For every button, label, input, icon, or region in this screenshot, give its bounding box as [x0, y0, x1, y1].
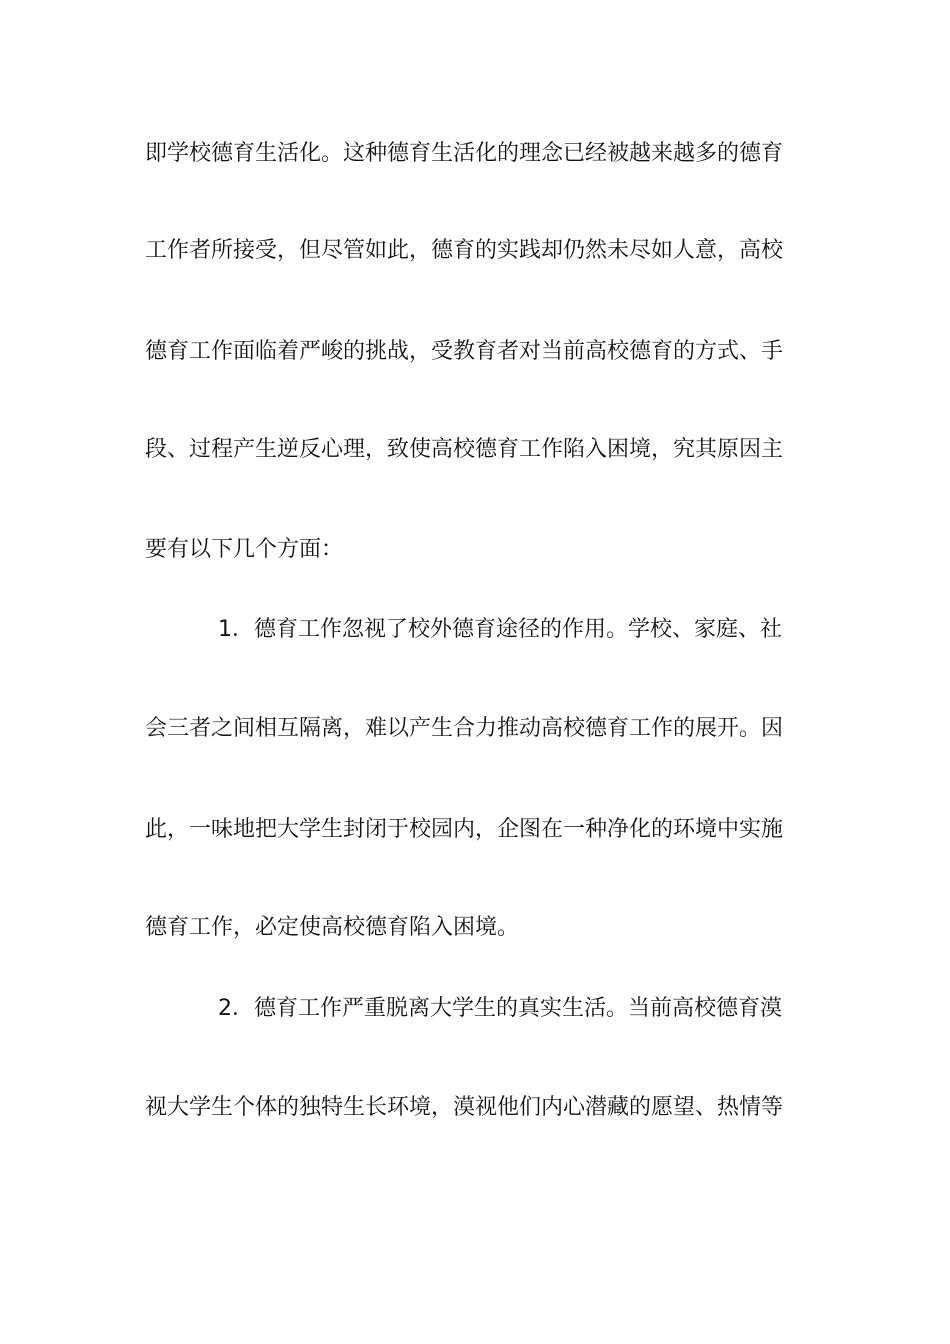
text-line: 视大学生个体的独特生长环境，漠视他们内心潜藏的愿望、热情等	[145, 1095, 784, 1120]
text-line: 会三者之间相互隔离，难以产生合力推动高校德育工作的展开。因	[145, 716, 784, 741]
text-line-indented: 2．德育工作严重脱离大学生的真实生活。当前高校德育漠	[218, 996, 782, 1021]
text-line-indented: 1．德育工作忽视了校外德育途径的作用。学校、家庭、社	[218, 617, 782, 642]
text-line: 此，一味地把大学生封闭于校园内，企图在一种净化的环境中实施	[145, 817, 784, 842]
text-line: 工作者所接受，但尽管如此，德育的实践却仍然未尽如人意，高校	[145, 238, 784, 263]
text-line: 段、过程产生逆反心理，致使高校德育工作陷入困境，究其原因主	[145, 437, 784, 462]
text-line: 德育工作，必定使高校德育陷入困境。	[145, 915, 520, 940]
text-line: 即学校德育生活化。这种德育生活化的理念已经被越来越多的德育	[145, 141, 784, 166]
text-line: 要有以下几个方面：	[145, 537, 344, 562]
text-line: 德育工作面临着严峻的挑战，受教育者对当前高校德育的方式、手	[145, 339, 784, 364]
